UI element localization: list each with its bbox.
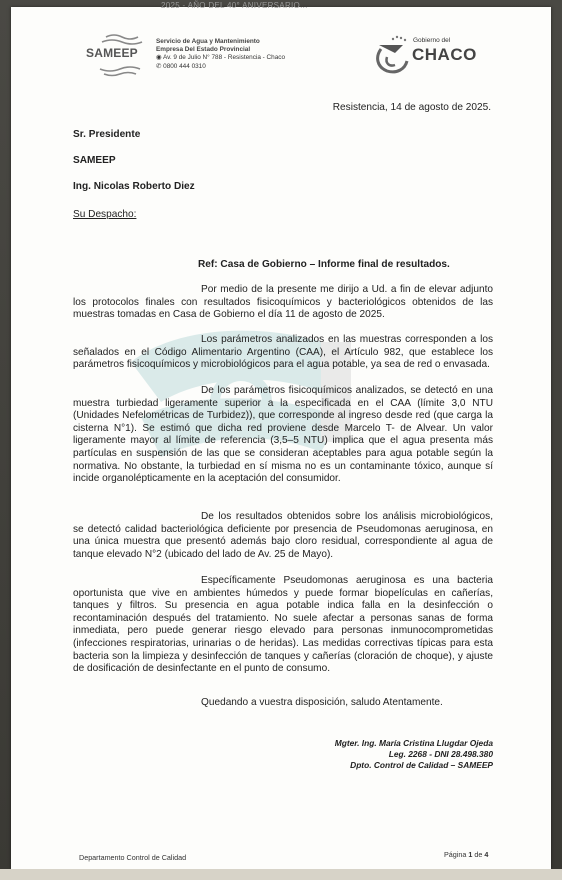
- sameep-line1: Servicio de Agua y Mantenimiento: [156, 38, 260, 45]
- signature-name: Mgter. Ing. María Cristina Llugdar Ojeda: [334, 738, 493, 748]
- page-word: Página: [444, 850, 467, 859]
- page-total: 4: [484, 850, 489, 859]
- phone-icon: ✆: [156, 62, 164, 70]
- paragraph-1: Por medio de la presente me dirijo a Ud. a fin de elevar adjunto los protocolos finales con resultados fisicoquímicos y bacteriológicos obtenidos de las muestras tomadas en Casa de Gobierno el día 11 de agosto de 2025.: [73, 284, 493, 321]
- recipient-organization: SAMEEP: [73, 155, 116, 166]
- recipient-title: Sr. Presidente: [73, 129, 141, 140]
- sameep-address-text: Av. 9 de Julio N° 788 - Resistencia - Chaco: [163, 54, 286, 62]
- chaco-name: CHACO: [412, 45, 477, 64]
- chaco-emblem: [373, 33, 413, 75]
- letter-date: Resistencia, 14 de agosto de 2025.: [332, 102, 491, 113]
- sameep-phone-text: 0800 444 0310: [163, 62, 206, 70]
- paragraph-4: De los resultados obtenidos sobre los análisis microbiológicos, se detectó calidad bacteriológica deficiente por presencia de Pseudomonas aeruginosa, en una única muestra que presentó además bajo cloro residual, correspondiente al agua de tanque elevado N°2 (ubicado del lado de Av. 25 de Mayo).: [73, 511, 493, 560]
- signature-department: Dpto. Control de Calidad – SAMEEP: [350, 760, 493, 770]
- letter-page: [11, 1, 551, 869]
- reference-line: Ref: Casa de Gobierno – Informe final de resultados.: [198, 259, 450, 270]
- sameep-contact-block: [156, 38, 285, 71]
- despacho-label: Su Despacho:: [73, 209, 137, 220]
- paragraph-3: De los parámetros fisicoquímicos analizados, se detectó en una muestra turbiedad ligeramente superior a la especificada en el CAA (límite 3,0 NTU (Unidades Nefelométricas de Turbidez)), que corresponde al ingreso desde red (que carga la cisterna N°1). Se estimó que dicha red proviene desde Marcelo T- de Alvear. Un valor ligeramente mayor al límite de referencia (3,5–5 NTU) implica que el agua presenta más partículas en suspensión de las que se consideran aceptables para agua potable según la normativa. No obstante, la turbiedad en sí misma no es un contaminante tóxico, aunque sí incide organolépticamente en la aceptación del consumidor.: [73, 385, 493, 485]
- paragraph-2: Los parámetros analizados en las muestras corresponden a los señalados en el Código Alimentario Argentino (CAA), el Artículo 982, que establece los parámetros fisicoquímicos y microbiológicos para el agua potable, ya sea de red o envasada.: [73, 334, 493, 371]
- closing-line: Quedando a vuestra disposición, saludo Atentamente.: [201, 697, 443, 708]
- sameep-address: [156, 54, 285, 62]
- signature-legajo: Leg. 2268 - DNI 28.498.380: [388, 749, 493, 759]
- page-of: de: [474, 850, 483, 859]
- footer-department: Departamento Control de Calidad: [79, 853, 187, 862]
- location-pin-icon: ◉: [156, 54, 163, 62]
- page-number: 1: [468, 850, 473, 859]
- paragraph-5: Específicamente Pseudomonas aeruginosa es una bacteria oportunista que vive en ambientes húmedos y puede formar biopelículas en cañerías, tanques y filtros. Su presencia en agua potable indica falla en la desinfección o recontaminación después del tratamiento. No suele afectar a personas sanas de forma inmediata, pero puede generar riesgo elevado para personas inmunocomprometidas (infecciones respiratorias, urinarias o de heridas). Las medidas correctivas típicas para esta bacteria son la limpieza y desinfección de tanques y cañerías (cloración de choque), y ajuste de dosificación de desinfectante en el punto de consumo.: [73, 575, 493, 675]
- sameep-phone: [156, 63, 285, 71]
- sameep-brand-name: SAMEEP: [86, 46, 138, 60]
- recipient-name: Ing. Nicolas Roberto Diez: [73, 181, 195, 192]
- chaco-gobierno-label: Gobierno del: [413, 37, 451, 44]
- sameep-line2: Empresa Del Estado Provincial: [156, 46, 251, 54]
- page-indicator: [444, 850, 488, 859]
- background-strip: [0, 869, 562, 880]
- header-cut-text: 2025 - AÑO DEL 40° ANIVERSARIO...: [161, 1, 308, 10]
